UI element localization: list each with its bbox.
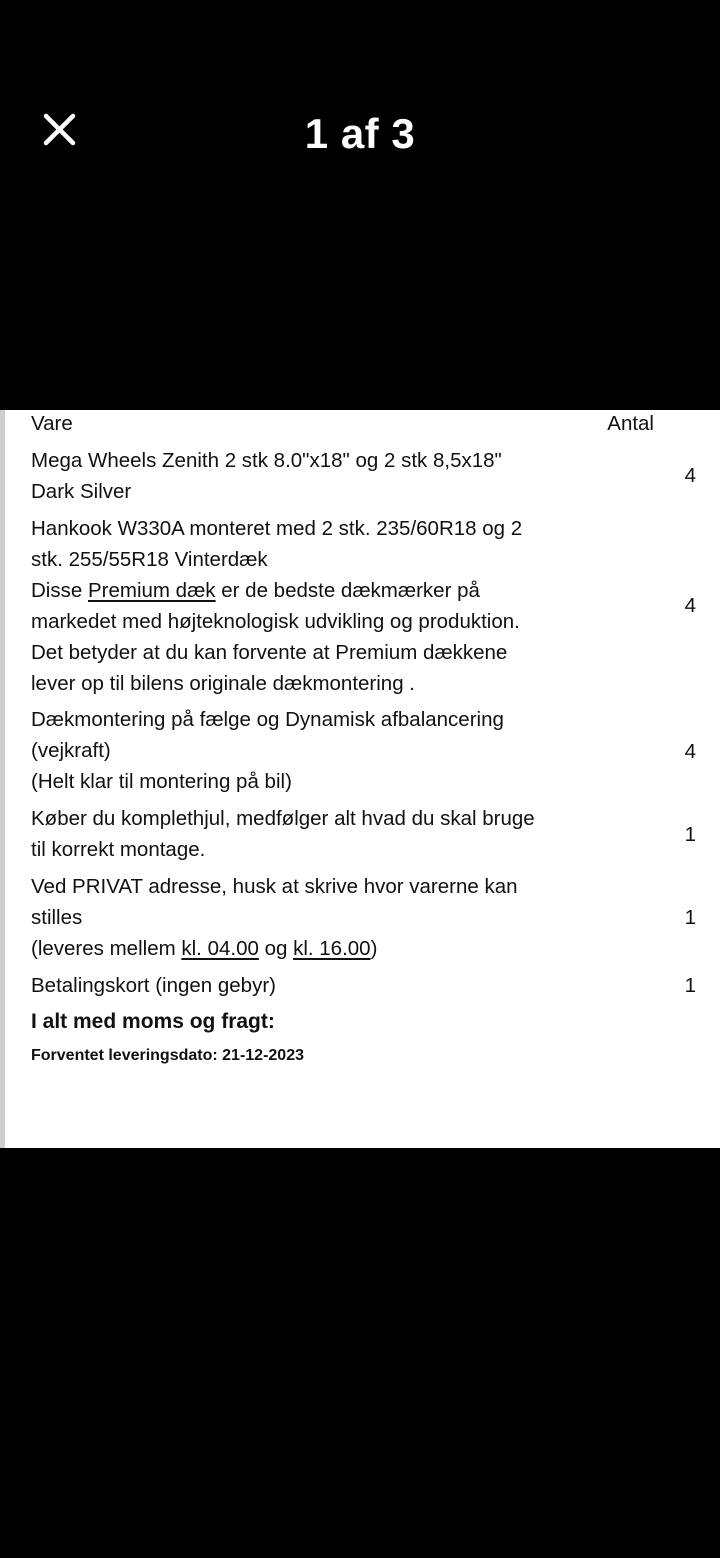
row-text-line: stk. 255/55R18 Vinterdæk	[31, 548, 268, 571]
row-text-line: til korrekt montage.	[31, 838, 206, 861]
row-qty: 4	[684, 594, 696, 617]
order-row-tires	[31, 513, 611, 699]
page-counter: 1 af 3	[304, 110, 416, 157]
row-qty: 1	[684, 974, 696, 997]
viewer-backdrop	[0, 1148, 720, 1558]
column-header-item: Vare	[31, 412, 73, 435]
row-qty: 4	[684, 740, 696, 763]
row-text-line: Ved PRIVAT adresse, husk at skrive hvor varerne kan	[31, 875, 518, 898]
row-text-line: Dækmontering på fælge og Dynamisk afbalancering	[31, 708, 504, 731]
column-header-qty: Antal	[607, 412, 654, 435]
row-text-line: Dark Silver	[31, 480, 132, 503]
row-text-line: stilles	[31, 906, 83, 929]
row-text-line: (Helt klar til montering på bil)	[31, 770, 292, 793]
time-from-link[interactable]: kl. 04.00	[181, 937, 259, 960]
row-text-line: Betalingskort (ingen gebyr)	[31, 974, 276, 997]
row-description-line: markedet med højteknologisk udvikling og produktion.	[31, 610, 520, 633]
row-description-line: Det betyder at du kan forvente at Premium dækkene	[31, 641, 508, 664]
row-time-line: (leveres mellem kl. 04.00 og kl. 16.00)	[31, 937, 378, 960]
order-row-accessories	[31, 803, 611, 865]
order-row-mounting	[31, 704, 611, 797]
order-row-wheels	[31, 445, 611, 507]
order-document-image[interactable]	[0, 410, 720, 1148]
row-description-line: Disse Premium dæk er de bedste dækmærker på	[31, 579, 480, 602]
row-text-line: Mega Wheels Zenith 2 stk 8.0"x18" og 2 stk 8,5x18"	[31, 449, 502, 472]
row-text-line: (vejkraft)	[31, 739, 111, 762]
premium-tires-link[interactable]: Premium dæk	[87, 579, 216, 602]
viewer-toolbar	[0, 0, 720, 410]
delivery-date: Forventet leveringsdato: 21-12-2023	[31, 1047, 304, 1064]
order-row-delivery-address	[31, 871, 611, 964]
row-qty: 4	[684, 464, 696, 487]
total-label: I alt med moms og fragt:	[31, 1010, 275, 1033]
row-qty: 1	[684, 906, 696, 929]
row-description-line: lever op til bilens originale dækmontering .	[31, 672, 416, 695]
order-row-payment	[31, 970, 611, 1001]
row-text-line: Hankook W330A monteret med 2 stk. 235/60R18 og 2	[31, 517, 523, 540]
row-qty: 1	[684, 823, 696, 846]
time-to-link[interactable]: kl. 16.00	[293, 937, 371, 960]
row-text-line: Køber du komplethjul, medfølger alt hvad du skal bruge	[31, 807, 535, 830]
